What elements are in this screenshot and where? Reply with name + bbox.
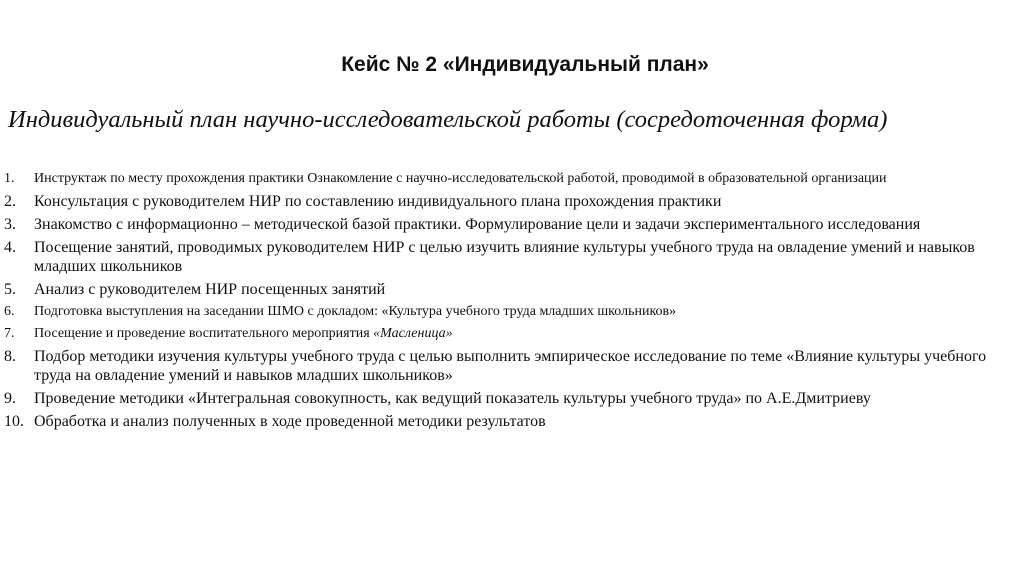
item-text: Проведение методики «Интегральная совокупность, как ведущий показатель культуры учебного труда» по А.Е.Дмитриеву xyxy=(34,390,871,407)
item-number: 9. xyxy=(4,390,16,407)
item-text-main: Посещение и проведение воспитательного мероприятия xyxy=(34,326,374,341)
item-text: Анализ с руководителем НИР посещенных занятий xyxy=(34,281,386,298)
case-title: Кейс № 2 «Индивидуальный план» xyxy=(341,53,709,76)
list-item xyxy=(0,280,1010,299)
item-text: Обработка и анализ полученных в ходе проведенной методики результатов xyxy=(34,413,546,430)
item-number: 2. xyxy=(4,193,16,210)
item-number: 5. xyxy=(4,281,16,298)
item-number: 6. xyxy=(4,304,15,319)
list-item xyxy=(0,170,1010,187)
list-item xyxy=(0,303,1010,320)
item-text: Знакомство с информационно – методической базой практики. Формулирование цели и задачи экспериментального исследования xyxy=(34,216,921,233)
list-item xyxy=(0,389,1010,408)
item-number: 4. xyxy=(4,239,16,256)
item-number: 10. xyxy=(4,413,24,430)
item-text-emphasis: «Масленица» xyxy=(373,326,453,341)
item-number: 1. xyxy=(4,171,15,186)
list-item xyxy=(0,412,1010,431)
item-text: Консультация с руководителем НИР по составлению индивидуального плана прохождения практики xyxy=(34,193,722,210)
plan-heading: Индивидуальный план научно-исследовательской работы (сосредоточенная форма) xyxy=(8,106,888,133)
item-number: 7. xyxy=(4,326,15,341)
item-text: Посещение занятий, проводимых руководителем НИР с целью изучить влияние культуры учебного труда на овладение умений и навыков младших школьников xyxy=(34,239,975,275)
plan-list xyxy=(0,170,1010,435)
item-text: Подготовка выступления на заседании ШМО с докладом: «Культура учебного труда младших школьников» xyxy=(34,304,677,319)
item-number: 8. xyxy=(4,348,16,365)
item-text: Подбор методики изучения культуры учебного труда с целью выполнить эмпирическое исследование по теме «Влияние культуры учебного труда на овладение умений и навыков младших школьников» xyxy=(34,348,987,384)
list-item xyxy=(0,215,1010,234)
list-item xyxy=(0,325,1010,342)
item-text xyxy=(34,325,1010,342)
list-item xyxy=(0,347,1010,385)
item-text: Инструктаж по месту прохождения практики Ознакомление с научно-исследовательской работой, проводимой в образовательной организации xyxy=(34,171,887,186)
item-number: 3. xyxy=(4,216,16,233)
list-item xyxy=(0,238,1010,276)
list-item xyxy=(0,192,1010,211)
